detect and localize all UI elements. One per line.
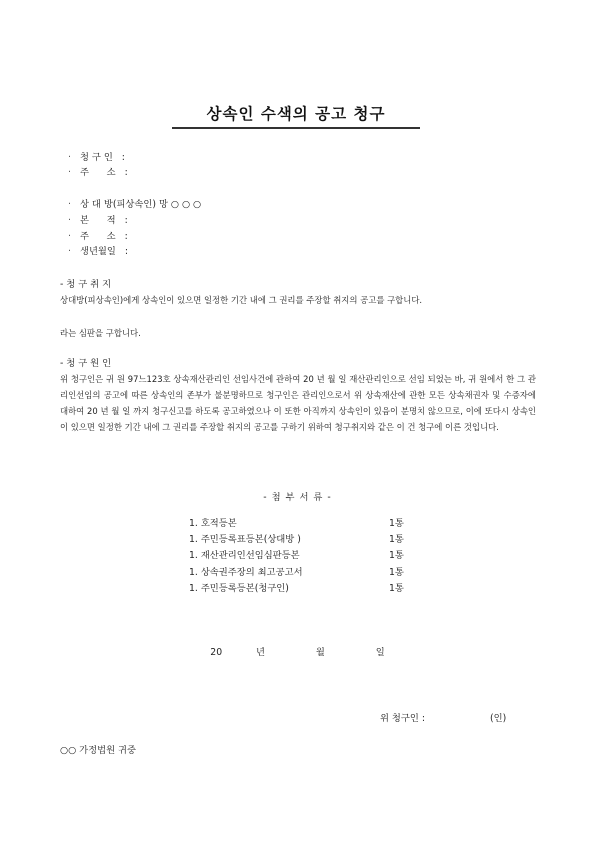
attachment-count: 1통 bbox=[389, 518, 404, 529]
court-addressee: ○○ 가정법원 귀중 bbox=[60, 745, 137, 756]
colon: : bbox=[124, 167, 128, 178]
claimant-address-row bbox=[68, 167, 128, 179]
purpose-heading: - 청 구 취 지 bbox=[60, 279, 112, 290]
purpose-paragraph: 상대방(피상속인)에게 상속인이 있으면 일정한 기간 내에 그 권리를 주장할 취지의 공고를 구합니다. bbox=[60, 295, 423, 305]
colon: : bbox=[124, 215, 128, 226]
attachment-count: 1통 bbox=[389, 534, 404, 545]
claimant-name-label: 청 구 인 bbox=[79, 152, 113, 163]
purpose-closing: 라는 심판을 구합니다. bbox=[60, 328, 141, 338]
respondent-birthdate-row bbox=[68, 246, 128, 258]
attachment-item: 1. 호적등본 bbox=[189, 518, 237, 529]
respondent-heading: 상 대 방(피상속인) 망 ○ ○ ○ bbox=[79, 199, 202, 210]
attachment-item: 1. 상속권주장의 최고공고서 bbox=[189, 567, 303, 578]
filing-date: 20 년 월 일 bbox=[210, 647, 385, 658]
document-title: 상속인 수색의 공고 청구 bbox=[206, 105, 386, 123]
cause-paragraph: 위 청구인은 귀 원 97느123호 상속재산관리인 선임사건에 관하여 20 년 월 일 재산관리인으로 선임 되었는 바, 귀 원에서 한 그 관리인선임의 공고에 따른 상속인의 존부가 불분명하므로 청구인은 관리인으로서 위 상속재산에 관한 모든 상속채권자 및 수증자에 대하여 20 년 월 일 까지 청구신고를 하도록 공고하였으나 이 또한 아직까지 상속인이 있음이 분명치 않으므로, 이에 또다시 상속인이 있으면 일정한 기간 내에 그 권리를 주장할 취지의 공고를 구하기 위하여 청구취지와 같은 이 건 청구에 이른 것입니다. bbox=[60, 374, 536, 432]
bullet-icon: · bbox=[68, 246, 71, 257]
bullet-icon: · bbox=[68, 231, 71, 242]
cause-heading: - 청 구 원 인 bbox=[60, 358, 112, 369]
seal-mark: (인) bbox=[490, 713, 507, 724]
claimant-name-row bbox=[68, 152, 125, 164]
attachment-item: 1. 주민등록등본(청구인) bbox=[189, 583, 289, 594]
bullet-icon: · bbox=[68, 215, 71, 226]
respondent-address-row bbox=[68, 231, 128, 243]
signer-label: 위 청구인 : bbox=[380, 713, 425, 724]
bullet-icon: · bbox=[68, 199, 71, 210]
attachment-count: 1통 bbox=[389, 550, 404, 561]
attachment-count: 1통 bbox=[389, 583, 404, 594]
attachment-count: 1통 bbox=[389, 567, 404, 578]
respondent-heading-row bbox=[68, 199, 201, 211]
bullet-icon: · bbox=[68, 152, 71, 163]
claimant-address-label: 주 소 bbox=[79, 167, 116, 178]
title-underline bbox=[172, 127, 420, 129]
respondent-domicile-label: 본 적 bbox=[79, 215, 116, 226]
colon: : bbox=[124, 246, 129, 257]
respondent-address-label: 주 소 bbox=[79, 231, 116, 242]
colon: : bbox=[124, 231, 128, 242]
respondent-domicile-row bbox=[68, 215, 128, 227]
attachments-title: - 첨 부 서 류 - bbox=[263, 492, 332, 503]
colon: : bbox=[121, 152, 125, 163]
attachment-item: 1. 재산관리인선임심판등본 bbox=[189, 550, 300, 561]
bullet-icon: · bbox=[68, 167, 71, 178]
attachment-item: 1. 주민등록표등본(상대방 ) bbox=[189, 534, 301, 545]
respondent-birthdate-label: 생년월일 bbox=[79, 246, 116, 257]
